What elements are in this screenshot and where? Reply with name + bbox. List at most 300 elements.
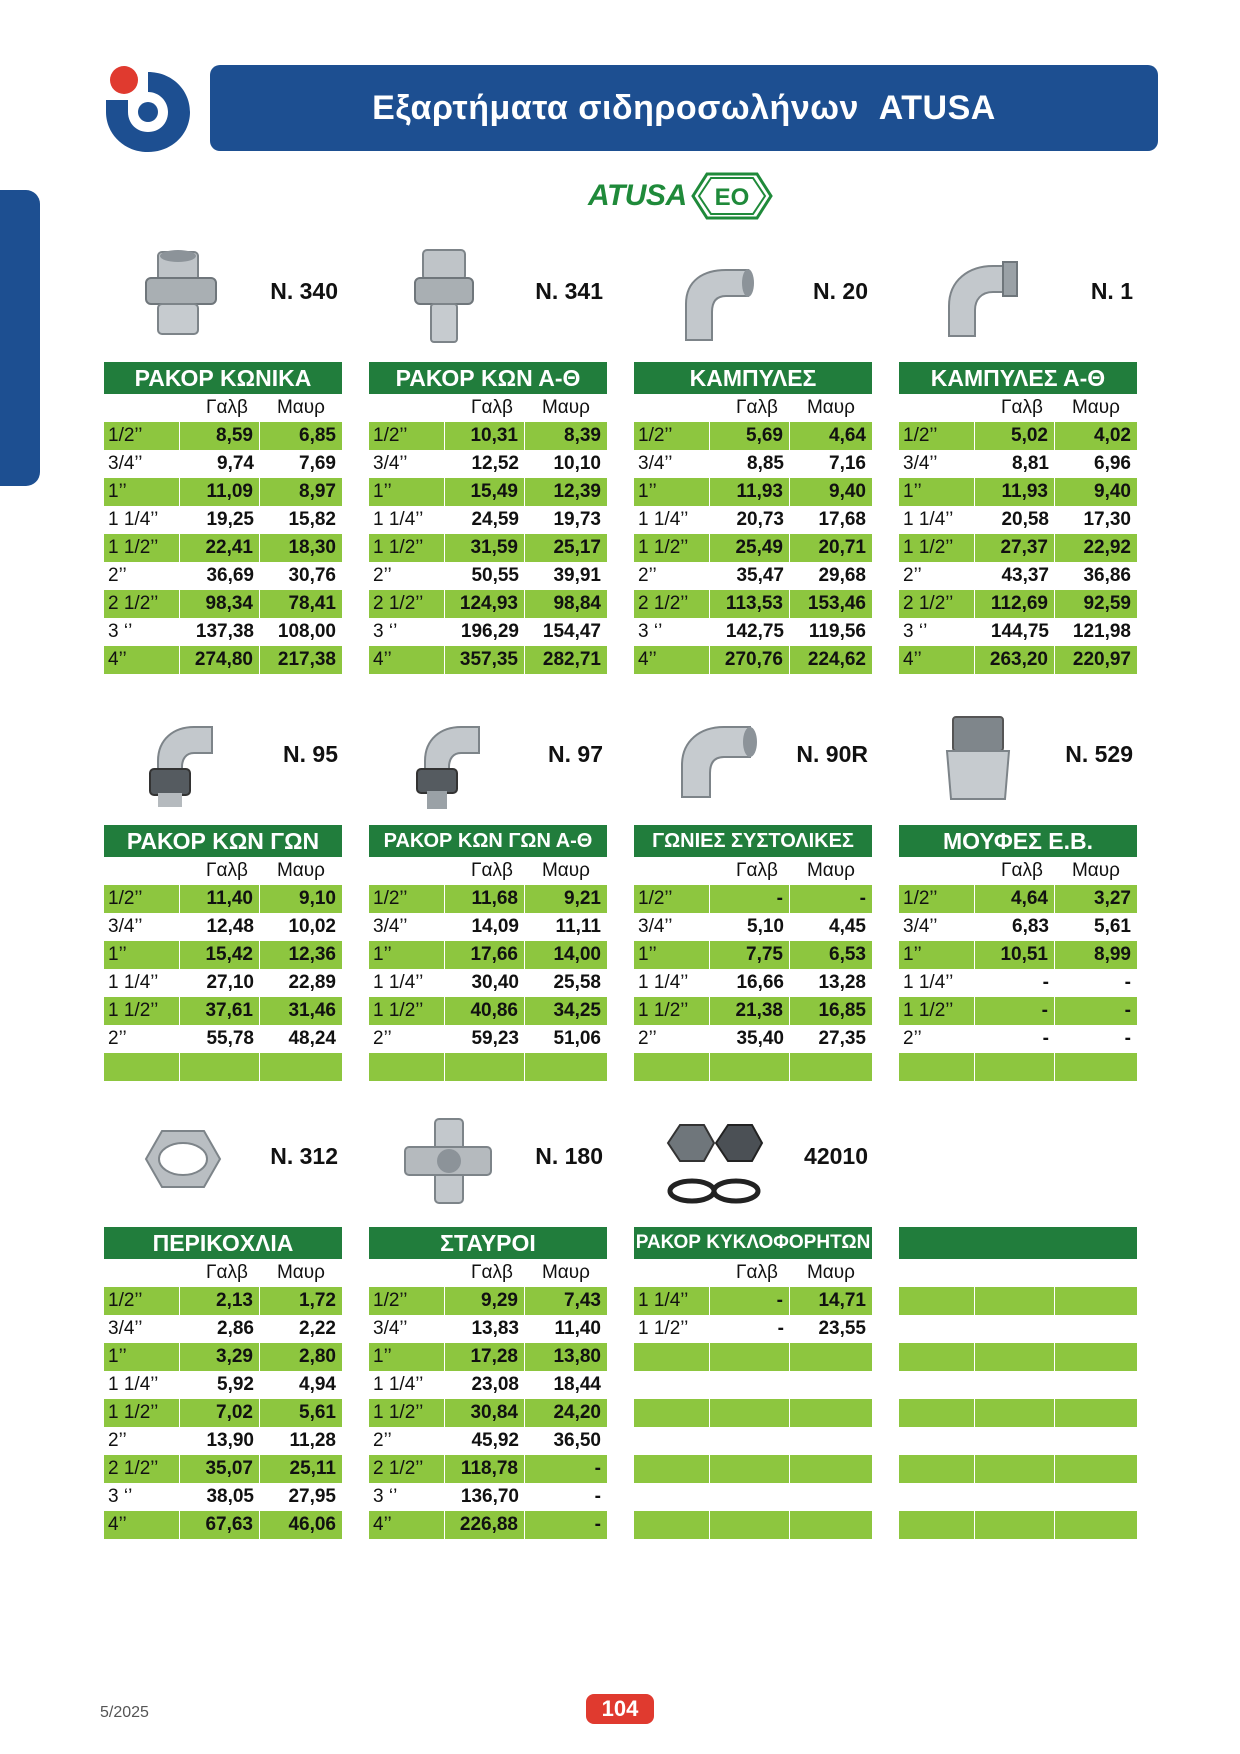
size-cell: 3 ‘’ [108,1486,133,1507]
galv-price-cell: 263,20 [975,646,1055,674]
black-price-cell: 51,06 [553,1028,601,1049]
table-title: ΠΕΡΙΚΟΧΛΙΑ [104,1227,342,1259]
table-row [369,646,607,674]
black-price-cell: 9,21 [564,888,601,909]
size-cell: 1/2’’ [104,885,180,913]
size-cell: 1/2’’ [634,885,710,913]
galv-price-cell: 23,08 [471,1374,519,1395]
size-cell: 2’’ [373,565,392,586]
table-row [899,1399,1137,1427]
galv-price-cell: - [777,1318,784,1339]
page-number: 104 [586,1694,654,1724]
col-black-header: Μαυρ [806,1262,855,1283]
black-price-cell: 7,43 [564,1290,601,1311]
table-row [369,506,607,534]
black-price-cell: 8,97 [299,481,336,502]
table-row [369,1371,607,1399]
black-price-cell: 25,11 [289,1458,336,1479]
galv-price-cell: 27,37 [975,534,1055,562]
table-row [899,1455,1137,1483]
col-black-header: Μαυρ [541,397,590,418]
black-price-cell: 13,80 [553,1346,601,1367]
size-cell: 1 1/4’’ [638,509,689,530]
size-cell: 3 ‘’ [373,1486,398,1507]
galv-price-cell: 5,92 [217,1374,254,1395]
table-row [104,478,342,506]
col-black-header: Μαυρ [1071,397,1120,418]
galv-price-cell: 2,86 [217,1318,254,1339]
galv-price-cell: 11,93 [710,478,790,506]
galv-price-cell: 10,31 [445,422,525,450]
galv-price-cell [975,1483,1055,1511]
table-title: ΡΑΚΟΡ ΚΩΝ ΓΩΝ Α-Θ [369,825,607,857]
size-cell: 3 ‘’ [903,621,928,642]
galv-price-cell: 142,75 [725,621,784,642]
table-row [634,969,872,997]
table-row [369,1343,607,1371]
table-row [634,422,872,450]
column-headers [369,857,607,885]
table-row [899,1483,1137,1511]
black-price-cell: 9,40 [829,481,866,502]
galv-price-cell: 67,63 [180,1511,260,1539]
galv-price-cell [975,1455,1055,1483]
col-black-header: Μαυρ [276,860,325,881]
galv-price-cell: - [975,997,1055,1025]
product-block [899,244,1137,674]
column-headers [104,857,342,885]
product-code: N. 1 [1090,278,1133,304]
product-block [634,707,872,1081]
black-price-cell [790,1399,872,1427]
black-price-cell: 12,36 [288,944,336,965]
size-cell: 2 1/2’’ [104,1455,180,1483]
galv-price-cell: - [1042,972,1049,993]
galv-price-cell: 11,68 [445,885,525,913]
galv-price-cell: 226,88 [445,1511,525,1539]
black-price-cell: 23,55 [818,1318,866,1339]
galv-price-cell: 5,10 [747,916,784,937]
table-row [634,506,872,534]
table-row [634,618,872,646]
side-tab [0,190,40,486]
black-price-cell [1055,1399,1137,1427]
product-block [369,707,607,1081]
locknut-icon [128,1109,238,1215]
table-row [634,1343,872,1371]
black-price-cell: 220,97 [1072,649,1131,670]
size-cell: 3/4’’ [638,453,673,474]
galv-price-cell [710,1455,790,1483]
black-price-cell: - [594,1514,601,1535]
header-bar [210,65,1158,151]
black-price-cell [1055,1343,1137,1371]
galv-price-cell: 11,09 [180,478,260,506]
galv-price-cell: 27,10 [206,972,254,993]
black-price-cell: - [1124,1028,1131,1049]
galv-price-cell: 59,23 [471,1028,519,1049]
product-code: N. 97 [548,741,603,767]
table-row [369,618,607,646]
galv-price-cell: 10,51 [975,941,1055,969]
table-row [104,1427,342,1455]
table-row [369,562,607,590]
product-code: N. 90R [796,741,868,767]
col-black-header: Μαυρ [806,860,855,881]
black-price-cell: 13,28 [818,972,866,993]
black-price-cell: 17,30 [1083,509,1131,530]
size-cell: 3/4’’ [108,1318,143,1339]
black-price-cell: 8,99 [1094,944,1131,965]
table-row [899,562,1137,590]
galv-price-cell: 31,59 [445,534,525,562]
galv-price-cell: 9,29 [445,1287,525,1315]
size-cell: 2 1/2’’ [369,1455,445,1483]
size-cell: 1 1/2’’ [104,997,180,1025]
product-block [899,707,1137,1081]
table-row [899,450,1137,478]
black-price-cell: 25,58 [553,972,601,993]
product-code: 42010 [804,1143,868,1169]
size-cell: 1/2’’ [369,422,445,450]
table-row [899,1343,1137,1371]
black-price-cell: 108,00 [277,621,336,642]
galv-price-cell: 20,73 [736,509,784,530]
size-cell [899,1483,975,1511]
galv-price-cell: 25,49 [710,534,790,562]
black-price-cell: 1,72 [299,1290,336,1311]
table-row [899,885,1137,913]
product-block [369,244,607,674]
table-row [899,1511,1137,1539]
black-price-cell: 154,47 [542,621,601,642]
column-headers [104,1259,342,1287]
black-price-cell: 24,20 [553,1402,601,1423]
product-header [899,1109,1137,1227]
black-price-cell: 29,68 [818,565,866,586]
black-price-cell: 10,10 [553,453,601,474]
size-cell [634,1483,710,1511]
galv-price-cell [710,1399,790,1427]
table-row [104,941,342,969]
galv-price-cell: 16,66 [736,972,784,993]
size-cell: 1’’ [634,478,710,506]
black-price-cell: 39,91 [553,565,601,586]
product-block [104,244,342,674]
table-row [369,1399,607,1427]
galv-price-cell [975,1399,1055,1427]
table-row [104,997,342,1025]
size-cell: 2’’ [108,565,127,586]
product-code: N. 312 [270,1143,338,1169]
column-headers [104,394,342,422]
col-galv-header: Γαλβ [736,397,778,418]
black-price-cell: 119,56 [808,621,866,642]
size-cell: 4’’ [634,646,710,674]
table-row [634,1315,872,1343]
product-block [104,1109,342,1539]
table-row [104,506,342,534]
size-cell [899,1455,975,1483]
galv-price-cell [710,1511,790,1539]
col-black-header: Μαυρ [1071,860,1120,881]
table-row [369,1483,607,1511]
table-row [369,997,607,1025]
galv-price-cell [445,1053,525,1081]
galv-price-cell: 8,59 [180,422,260,450]
bend-mf-icon [923,244,1033,350]
galv-price-cell [975,1371,1055,1399]
table-row [104,1287,342,1315]
table-row [634,997,872,1025]
table-title: ΡΑΚΟΡ ΚΩΝ ΓΩΝ [104,825,342,857]
galv-price-cell: 137,38 [195,621,254,642]
size-cell: 1/2’’ [104,422,180,450]
size-cell [899,1315,975,1343]
table-row [369,1315,607,1343]
galv-price-cell [975,1287,1055,1315]
galv-price-cell: 113,53 [710,590,790,618]
table-title: ΡΑΚΟΡ ΚΥΚΛΟΦΟΡΗΤΩΝ [634,1227,872,1259]
size-cell [634,1427,710,1455]
table-row [104,646,342,674]
size-cell: 1’’ [899,478,975,506]
galv-price-cell: 7,75 [710,941,790,969]
black-price-cell [1055,1511,1137,1539]
table-row [104,1343,342,1371]
black-price-cell: 121,98 [1072,621,1131,642]
size-cell [899,1287,975,1315]
black-price-cell [1055,1315,1137,1343]
table-row [634,1455,872,1483]
size-cell: 1 1/4’’ [373,972,424,993]
col-galv-header: Γαλβ [471,397,513,418]
size-cell: 3/4’’ [373,1318,408,1339]
brand-mark-icon [691,170,773,222]
black-price-cell: 9,40 [1094,481,1131,502]
table-title: ΣΤΑΥΡΟΙ [369,1227,607,1259]
galv-price-cell: 30,40 [471,972,519,993]
union-mf-icon [393,244,503,350]
galv-price-cell: 5,02 [975,422,1055,450]
galv-price-cell [975,1315,1055,1343]
black-price-cell: 9,10 [299,888,336,909]
col-black-header: Μαυρ [541,1262,590,1283]
product-header [369,707,607,825]
col-galv-header: Γαλβ [206,397,248,418]
galv-price-cell: 9,74 [217,453,254,474]
size-cell [634,1399,710,1427]
galv-price-cell [975,1053,1055,1081]
table-row [104,1511,342,1539]
black-price-cell [1055,1483,1137,1511]
socket-icon [923,707,1033,813]
table-row [369,1511,607,1539]
black-price-cell: 6,53 [829,944,866,965]
galv-price-cell: 124,93 [445,590,525,618]
galv-price-cell: 7,02 [180,1399,260,1427]
size-cell: 4’’ [899,646,975,674]
galv-price-cell: 5,69 [710,422,790,450]
table-row [369,969,607,997]
size-cell [634,1455,710,1483]
table-row [634,913,872,941]
black-price-cell [790,1427,872,1455]
col-galv-header: Γαλβ [471,1262,513,1283]
size-cell: 1 1/4’’ [108,1374,159,1395]
table-row [369,941,607,969]
black-price-cell: 6,85 [299,425,336,446]
size-cell: 1 1/4’’ [108,972,159,993]
size-cell: 3/4’’ [108,453,143,474]
black-price-cell: 282,71 [542,649,601,670]
galv-price-cell: 8,85 [747,453,784,474]
black-price-cell: 14,71 [818,1290,866,1311]
size-cell: 3 ‘’ [373,621,398,642]
size-cell [634,1371,710,1399]
black-price-cell [1055,1427,1137,1455]
column-headers [899,857,1137,885]
column-headers [369,1259,607,1287]
galv-price-cell: 35,07 [180,1455,260,1483]
table-row [104,1399,342,1427]
size-cell [899,1343,975,1371]
black-price-cell: 7,16 [829,453,866,474]
size-cell: 1 1/2’’ [899,997,975,1025]
galv-price-cell: 112,69 [975,590,1055,618]
galv-price-cell [975,1427,1055,1455]
product-header [104,1109,342,1227]
table-row [104,450,342,478]
size-cell [899,1371,975,1399]
size-cell: 1 1/2’’ [634,997,710,1025]
table-row [634,885,872,913]
size-cell [369,1053,445,1081]
black-price-cell: 12,39 [553,481,601,502]
size-cell: 3/4’’ [373,453,408,474]
table-row [899,1315,1137,1343]
galv-price-cell: 22,41 [180,534,260,562]
black-price-cell: 11,28 [289,1430,336,1451]
union-conical-icon [128,244,238,350]
black-price-cell: 98,84 [553,593,601,614]
black-price-cell [1055,1287,1137,1315]
size-cell: 1’’ [369,1343,445,1371]
table-title: ΡΑΚΟΡ ΚΩΝ Α-Θ [369,362,607,394]
size-cell: 1 1/2’’ [369,997,445,1025]
product-header [104,707,342,825]
table-row [899,506,1137,534]
black-price-cell [525,1053,607,1081]
black-price-cell [1055,1371,1137,1399]
table-row [899,534,1137,562]
galv-price-cell: 36,69 [206,565,254,586]
size-cell: 1’’ [899,941,975,969]
product-header [634,244,872,362]
column-headers [899,1259,1137,1287]
product-header [369,244,607,362]
black-price-cell: 46,06 [288,1514,336,1535]
col-galv-header: Γαλβ [736,1262,778,1283]
black-price-cell: 5,61 [299,1402,336,1423]
size-cell: 2’’ [638,1028,657,1049]
galv-price-cell: 43,37 [1001,565,1049,586]
reducing-elbow-icon [658,707,768,813]
size-cell: 3 ‘’ [108,621,133,642]
product-block [104,707,342,1081]
galv-price-cell [710,1371,790,1399]
size-cell: 1’’ [369,941,445,969]
size-cell: 1’’ [104,478,180,506]
galv-price-cell [975,1511,1055,1539]
galv-price-cell: 50,55 [471,565,519,586]
galv-price-cell: 13,90 [206,1430,254,1451]
company-logo-icon [104,64,192,154]
table-row [104,422,342,450]
size-cell [899,1053,975,1081]
cross-icon [393,1109,503,1215]
table-row [369,1455,607,1483]
table-title: ΓΩΝΙΕΣ ΣΥΣΤΟΛΙΚΕΣ [634,825,872,857]
table-row [369,450,607,478]
galv-price-cell [975,1343,1055,1371]
size-cell: 2’’ [638,565,657,586]
table-row [104,534,342,562]
brand-mark-text: EO [714,184,749,211]
size-cell: 1 1/2’’ [369,1399,445,1427]
table-row [104,562,342,590]
black-price-cell: 8,39 [564,425,601,446]
black-price-cell: 36,50 [553,1430,601,1451]
size-cell [899,1399,975,1427]
table-row [634,450,872,478]
black-price-cell: 3,27 [1094,888,1131,909]
black-price-cell: 14,00 [553,944,601,965]
galv-price-cell: 21,38 [710,997,790,1025]
pump-union-icon [658,1109,768,1215]
size-cell: 1/2’’ [899,885,975,913]
product-header [369,1109,607,1227]
table-row [104,885,342,913]
black-price-cell: 17,68 [818,509,866,530]
col-black-header: Μαυρ [276,1262,325,1283]
table-row [899,618,1137,646]
table-row [634,941,872,969]
size-cell: 2 1/2’’ [634,590,710,618]
product-block [899,1109,1137,1539]
size-cell: 2 1/2’’ [104,590,180,618]
product-header [899,244,1137,362]
black-price-cell: 4,64 [829,425,866,446]
black-price-cell [790,1483,872,1511]
galv-price-cell: 274,80 [180,646,260,674]
galv-price-cell: 11,93 [975,478,1055,506]
galv-price-cell: 98,34 [180,590,260,618]
table-row [369,1025,607,1053]
black-price-cell: 30,76 [288,565,336,586]
table-row [899,941,1137,969]
size-cell: 1’’ [104,941,180,969]
table-row [899,1427,1137,1455]
galv-price-cell: 270,76 [710,646,790,674]
table-row [634,1399,872,1427]
black-price-cell [1055,1455,1137,1483]
table-row [369,534,607,562]
black-price-cell: 7,69 [299,453,336,474]
size-cell: 2’’ [108,1028,127,1049]
col-black-header: Μαυρ [276,397,325,418]
table-row [899,997,1137,1025]
